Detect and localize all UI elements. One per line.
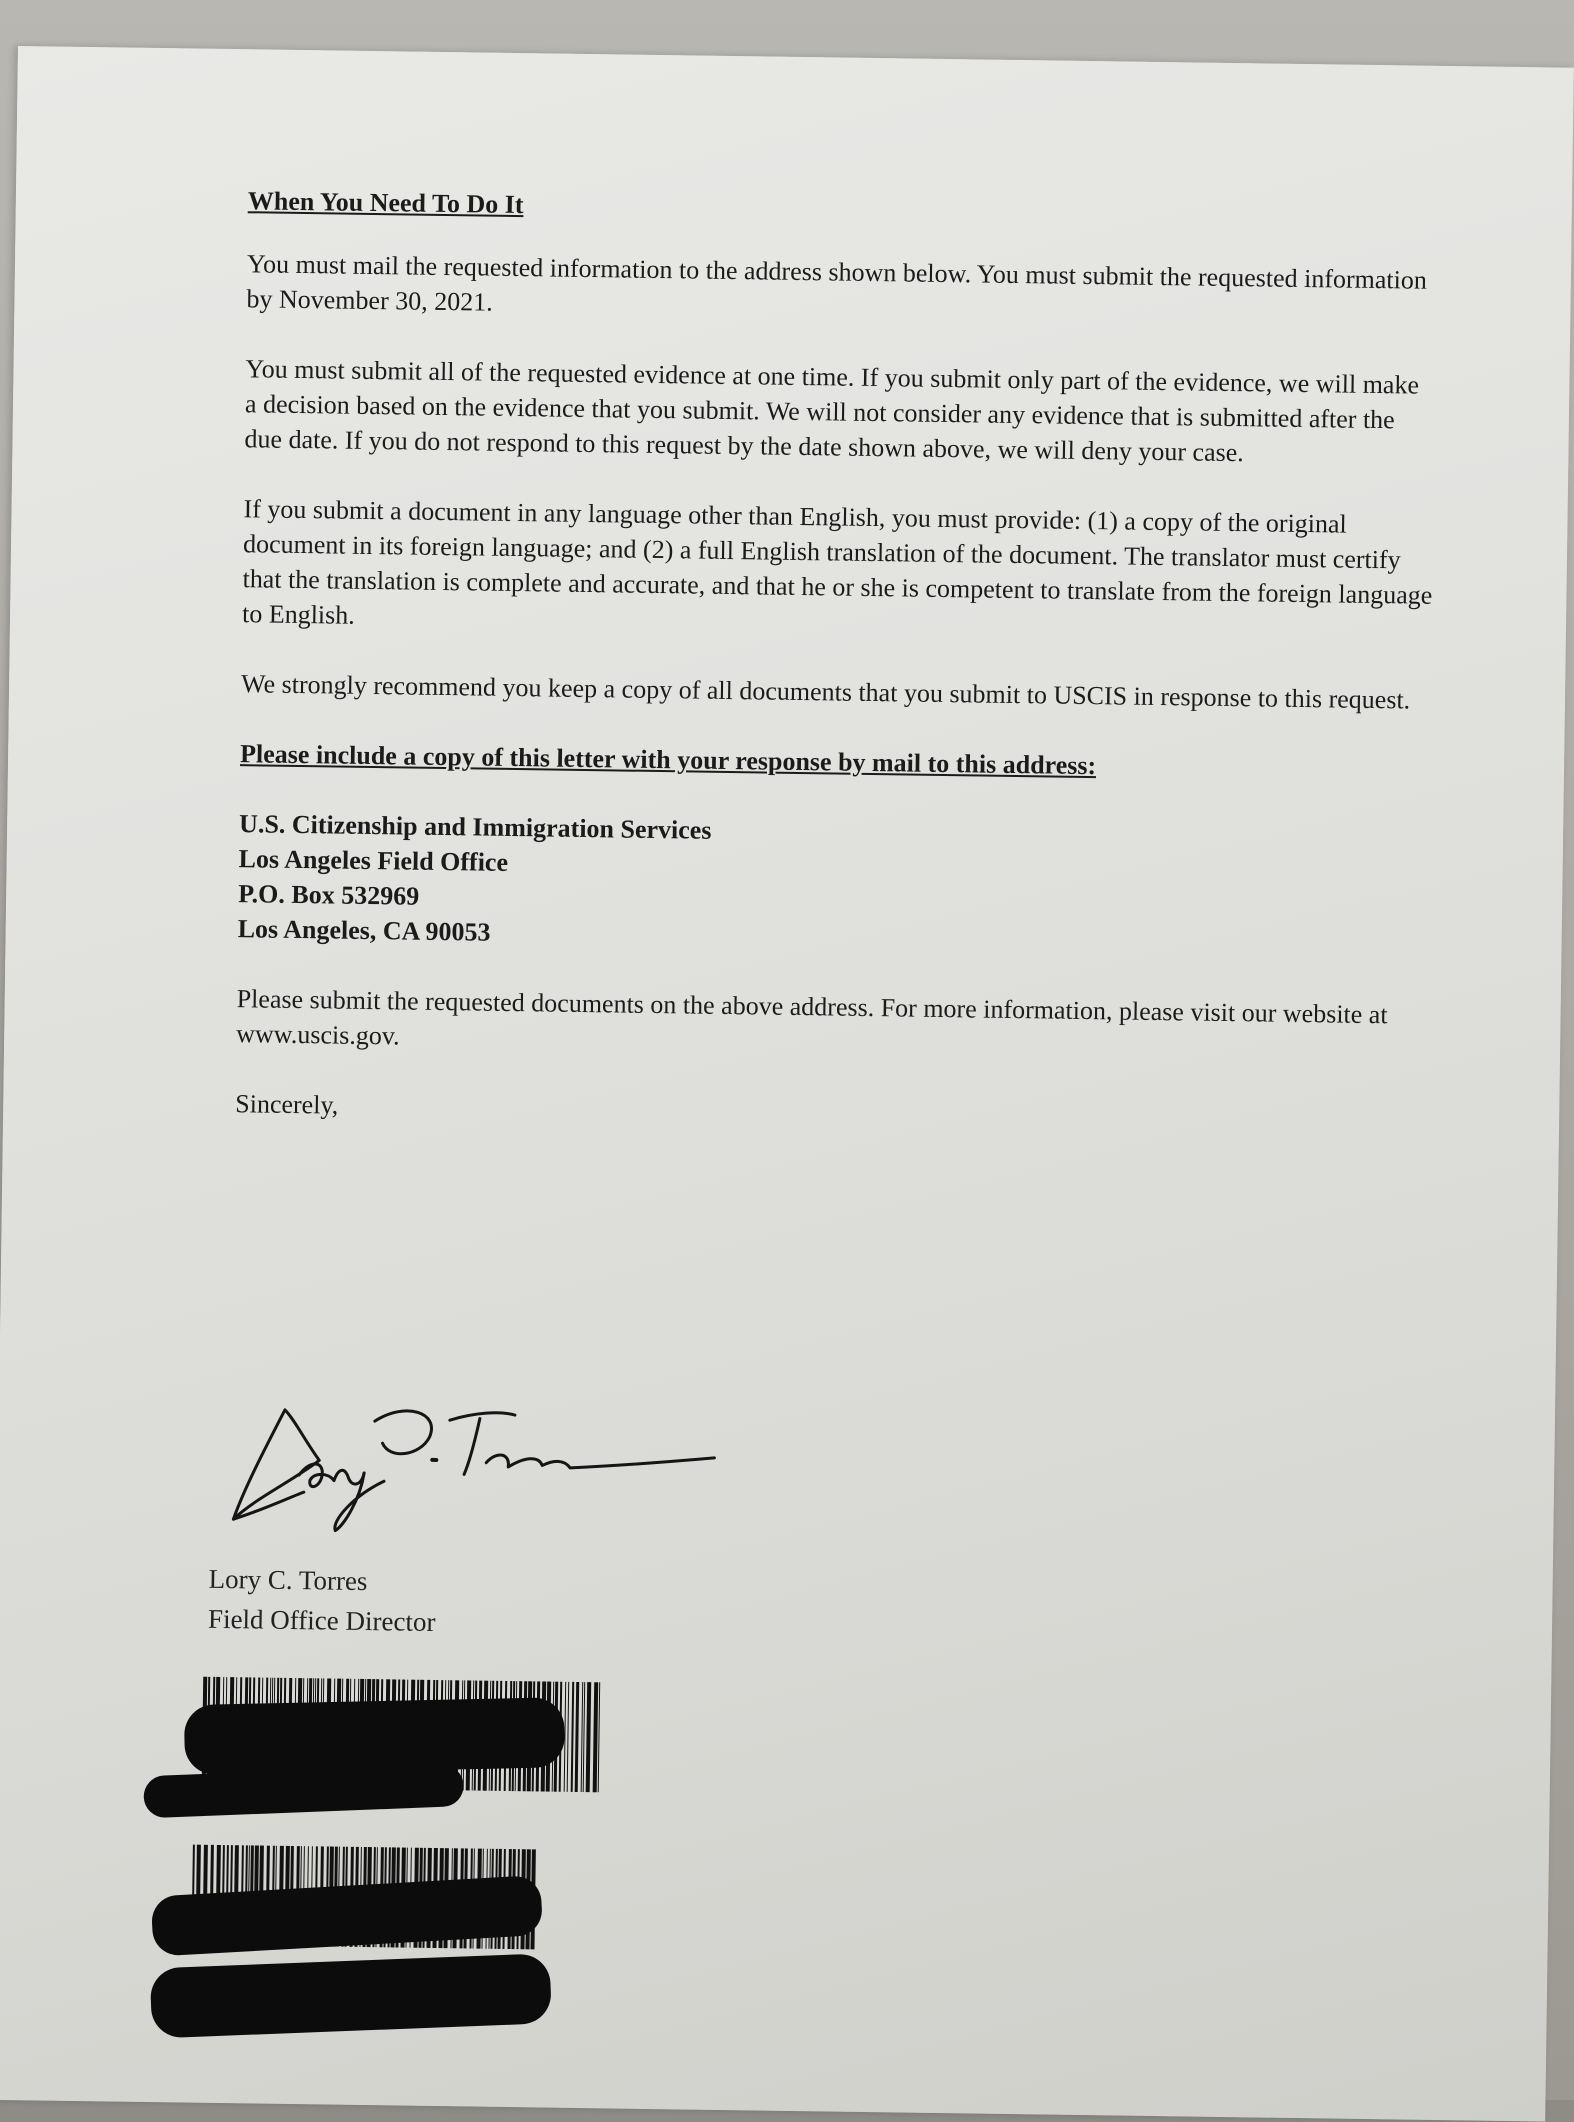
barcode-bar — [583, 1682, 586, 1792]
paragraph-evidence: You must submit all of the requested evidence at one time. If you submit only part of the evidence, we will make a decision based on the evidence that you submit. We will not consider any evidence that is submitted after the due date. If you do not respond to this request by the date shown above, we will deny your case. — [244, 354, 1420, 468]
closing: Sincerely, — [235, 1089, 339, 1120]
barcode-bar — [567, 1682, 570, 1792]
barcode-bar — [593, 1682, 599, 1792]
letter-page — [0, 46, 1574, 2122]
handwritten-signature — [223, 1379, 725, 1546]
signer-block — [208, 1559, 437, 1642]
letter-body — [235, 183, 1438, 1138]
barcode-bar — [581, 1682, 584, 1792]
barcode-bar — [598, 1682, 601, 1792]
section-heading: When You Need To Do It — [247, 186, 524, 220]
signer-title: Field Office Director — [207, 1603, 436, 1637]
paragraph-translation: If you submit a document in any language other than English, you must provide: (1) a copy of the original document in its foreign language; and (2) a full English translation of the document. The translator must certify that the translation is complete and accurate, and that he or she is competent to translate from the foreign language to English. — [241, 494, 1433, 630]
address-line-agency: U.S. Citizenship and Immigration Services — [238, 809, 712, 845]
barcode-bar — [571, 1682, 575, 1792]
barcode-bar — [575, 1682, 580, 1792]
signer-name: Lory C. Torres — [208, 1563, 368, 1597]
redaction-mark — [184, 1697, 565, 1775]
mail-instruction: Please include a copy of this letter with your response by mail to this address: — [239, 739, 1097, 781]
barcode-bar — [586, 1682, 592, 1792]
paragraph-keep-copy: We strongly recommend you keep a copy of all documents that you submit to USCIS in response to this request. — [240, 669, 1411, 715]
paragraph-deadline: You must mail the requested information to the address shown below. You must submit the requested information by November 30, 2021. — [246, 249, 1428, 317]
address-line-city: Los Angeles, CA 90053 — [237, 914, 491, 947]
redacted-barcodes — [140, 1668, 625, 2055]
mailing-address — [237, 806, 1429, 963]
paragraph-submit-note: Please submit the requested documents on the above address. For more information, please visit our website at www.uscis.gov. — [236, 984, 1388, 1051]
address-line-pobox: P.O. Box 532969 — [237, 879, 420, 911]
address-line-office: Los Angeles Field Office — [238, 844, 509, 877]
